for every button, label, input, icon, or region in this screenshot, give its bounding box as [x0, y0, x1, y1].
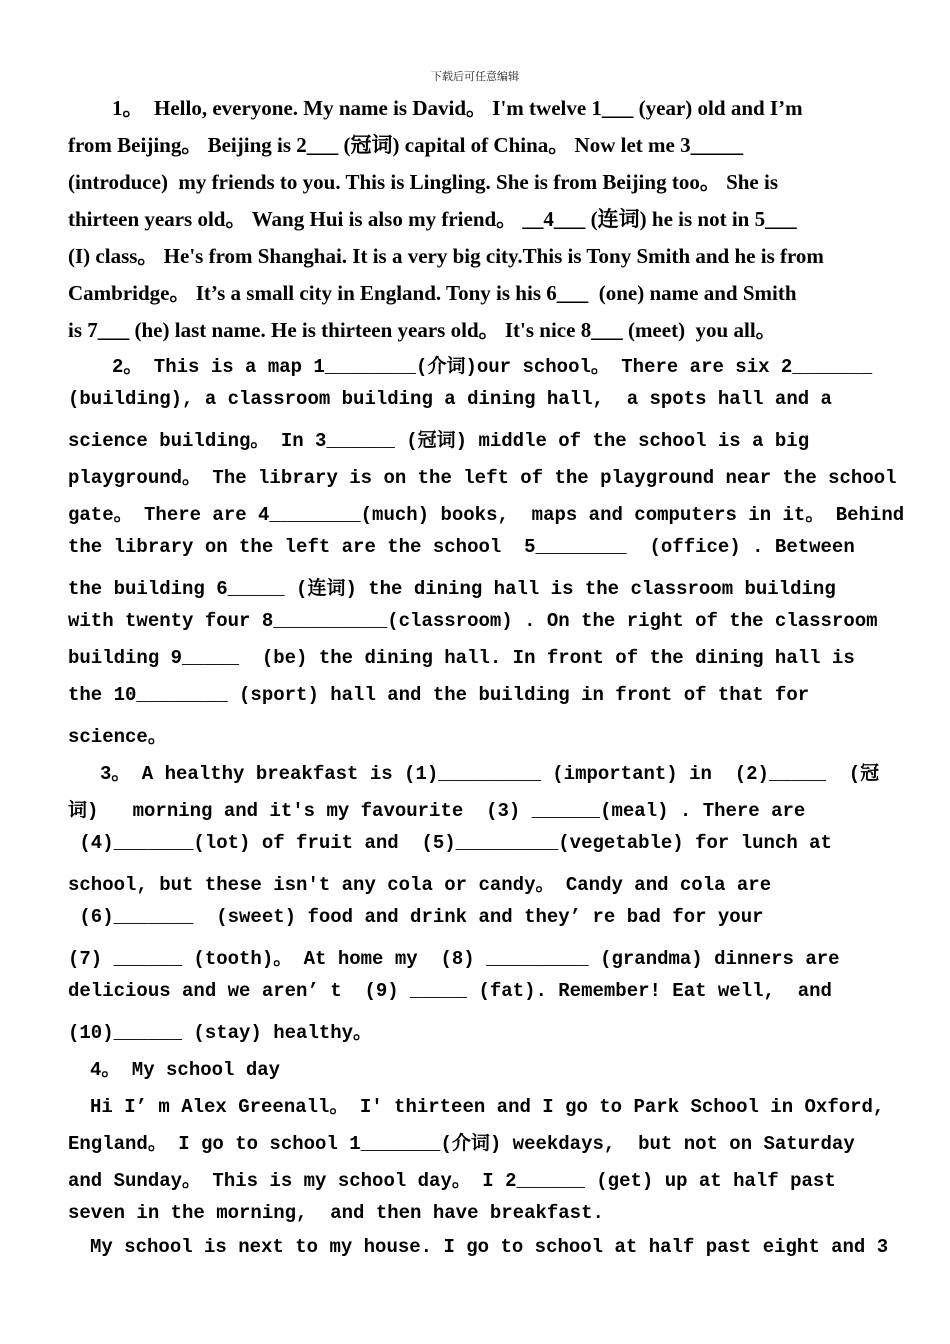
text-line: 4。 My school day — [90, 1059, 281, 1081]
text-line: (building), a classroom building a dining hall, a spots hall and a — [68, 388, 832, 410]
text-line: 3。 A healthy breakfast is (1)_________ (important) in (2)_____ (冠 — [100, 763, 880, 785]
page-header: 下载后可任意编辑 — [431, 70, 519, 83]
text-line: gate。 There are 4________(much) books, maps and computers in it。 Behind — [68, 504, 905, 526]
text-line: (I) class。 He's from Shanghai. It is a very big city.This is Tony Smith and he is from — [68, 244, 824, 268]
text-line: the library on the left are the school 5________ (office) . Between — [68, 536, 855, 558]
text-line: science。 — [68, 726, 167, 748]
text-line: school, but these isn't any cola or candy。 Candy and cola are — [68, 874, 772, 896]
text-line: (introduce) my friends to you. This is Lingling. She is from Beijing too。 She is — [68, 170, 779, 194]
text-line: (6)_______ (sweet) food and drink and they’ re bad for your — [68, 906, 764, 928]
text-line: (10)______ (stay) healthy。 — [68, 1022, 373, 1044]
text-line: building 9_____ (be) the dining hall. In front of the dining hall is — [68, 647, 855, 669]
text-line: the building 6_____ (连词) the dining hall is the classroom building — [68, 578, 836, 600]
text-line: thirteen years old。 Wang Hui is also my friend。 __4___ (连词) he is not in 5___ — [68, 207, 797, 231]
text-line: is 7___ (he) last name. He is thirteen years old。 It's nice 8___ (meet) you all。 — [68, 318, 777, 342]
text-line: seven in the morning, and then have breakfast. — [68, 1202, 604, 1224]
text-line: Cambridge。 It’s a small city in England. Tony is his 6___ (one) name and Smith — [68, 281, 797, 305]
text-line: 词) morning and it's my favourite (3) ______(meal) . There are — [68, 800, 806, 822]
text-line: and Sunday。 This is my school day。 I 2______ (get) up at half past — [68, 1170, 836, 1192]
text-line: My school is next to my house. I go to school at half past eight and 3 — [90, 1236, 889, 1258]
text-line: the 10________ (sport) hall and the building in front of that for — [68, 684, 810, 706]
text-line: with twenty four 8__________(classroom) . On the right of the classroom — [68, 610, 878, 632]
text-line: Hi I’ m Alex Greenall。 I' thirteen and I go to Park School in Oxford, — [90, 1096, 885, 1118]
text-line: science building。 In 3______ (冠词) middle of the school is a big — [68, 430, 810, 452]
text-line: 1。 Hello, everyone. My name is David。 I'm twelve 1___ (year) old and I’m — [112, 96, 803, 120]
text-line: delicious and we aren’ t (9) _____ (fat). Remember! Eat well, and — [68, 980, 832, 1002]
text-line: (7) ______ (tooth)。 At home my (8) _________ (grandma) dinners are — [68, 948, 840, 970]
text-line: (4)_______(lot) of fruit and (5)_________(vegetable) for lunch at — [68, 832, 832, 854]
text-line: from Beijing。 Beijing is 2___ (冠词) capital of China。 Now let me 3_____ — [68, 133, 744, 157]
text-line: England。 I go to school 1_______(介词) weekdays, but not on Saturday — [68, 1133, 855, 1155]
text-line: playground。 The library is on the left of the playground near the school — [68, 467, 897, 489]
text-line: 2。 This is a map 1________(介词)our school。 There are six 2_______ — [112, 356, 873, 378]
